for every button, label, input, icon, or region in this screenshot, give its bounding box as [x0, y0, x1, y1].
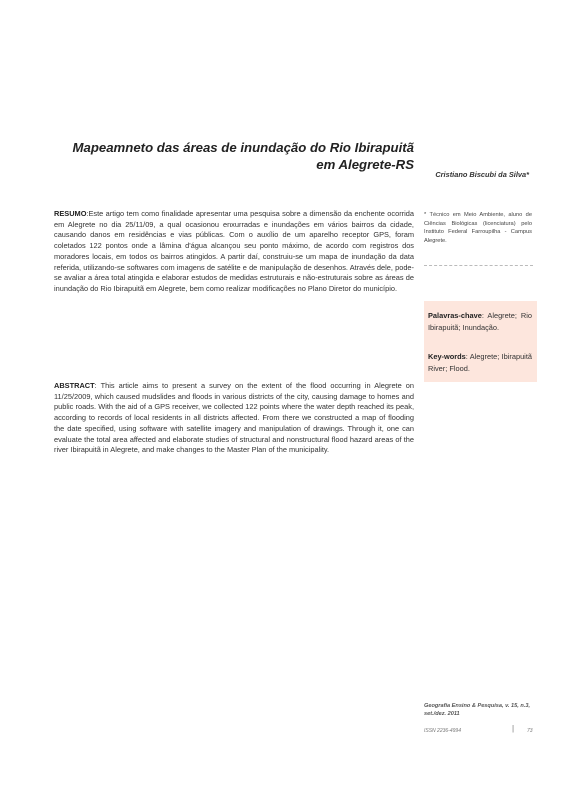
page-number: 73: [527, 728, 533, 734]
footnote-divider: [424, 265, 533, 266]
resumo-paragraph: [54, 209, 414, 295]
keywords-pt-text: : Alegrete; Rio Ibirapuitã; Inundação.: [428, 311, 532, 332]
footer-separator: |: [512, 724, 515, 733]
abstract-text: : This article aims to present a survey on the extent of the flood occurring in Alegrete on 11/25/2009, which caused mudslides and floods in various districts of the city, causing damage to homes and public roads. With the aid of a GPS receiver, we collected 122 points where the water depth reached its peak, according to records of local residents in all districts affected. From there we constructed a map of flooding the date specified, using software with satellite imagery and manipulation of drawings. Through it, one can evaluate the total area affected and elaborate studies of structural and nonstructural flood hazard areas of the river Ibirapuitã in Alegrete, and make changes to the Master Plan of the municipality.: [54, 381, 414, 455]
resumo-text: :Este artigo tem como finalidade apresentar uma pesquisa sobre a dimensão da enchente ocorrida em Alegrete no dia 25/11/09, a qual ocasionou enxurradas e inundações em vários bairros da cidade, causando danos em residências e vias públicas. Com o auxílio de um aparelho receptor GPS, foram coletados 122 pontos onde a lâmina d'água alcançou seu ponto máximo, de acordo com registros dos moradores locais, em todos os bairros atingidos. A partir daí, construiu-se um mapa de inundação da data referida, utilizando-se softwares com imagens de satélite e de manipulação de desenhos. Através dele, pode-se avaliar a área total atingida e elaborar estudos de medidas estruturais e não-estruturais sobre as áreas de inundação do Rio Ibirapuitã em Alegrete, bem como realizar modificações no Plano Diretor do município.: [54, 209, 414, 293]
keywords-en-text: : Alegrete; Ibirapuitã River; Flood.: [428, 352, 532, 373]
keywords-pt-label: Palavras-chave: [428, 311, 482, 320]
journal-citation: Geografia Ensino & Pesquisa, v. 15, n.3, set./dez. 2011: [424, 703, 531, 717]
keywords-portuguese: [428, 310, 532, 334]
keywords-english: [428, 351, 532, 375]
abstract-label: ABSTRACT: [54, 381, 95, 390]
resumo-label: RESUMO: [54, 209, 87, 218]
author-footnote: * Técnico em Meio Ambiente, aluno de Ciências Biológicas (licenciatura) pelo Instituto Federal Farroupilha - Campus Alegrete.: [424, 212, 532, 244]
article-title: Mapeamneto das áreas de inundação do Rio Ibirapuitã em Alegrete-RS: [72, 140, 414, 172]
abstract-paragraph: [54, 381, 414, 456]
keywords-en-label: Key-words: [428, 352, 466, 361]
issn-number: ISSN 2236-4994: [424, 728, 461, 734]
author-name: Cristiano Biscubi da Silva*: [435, 170, 529, 179]
